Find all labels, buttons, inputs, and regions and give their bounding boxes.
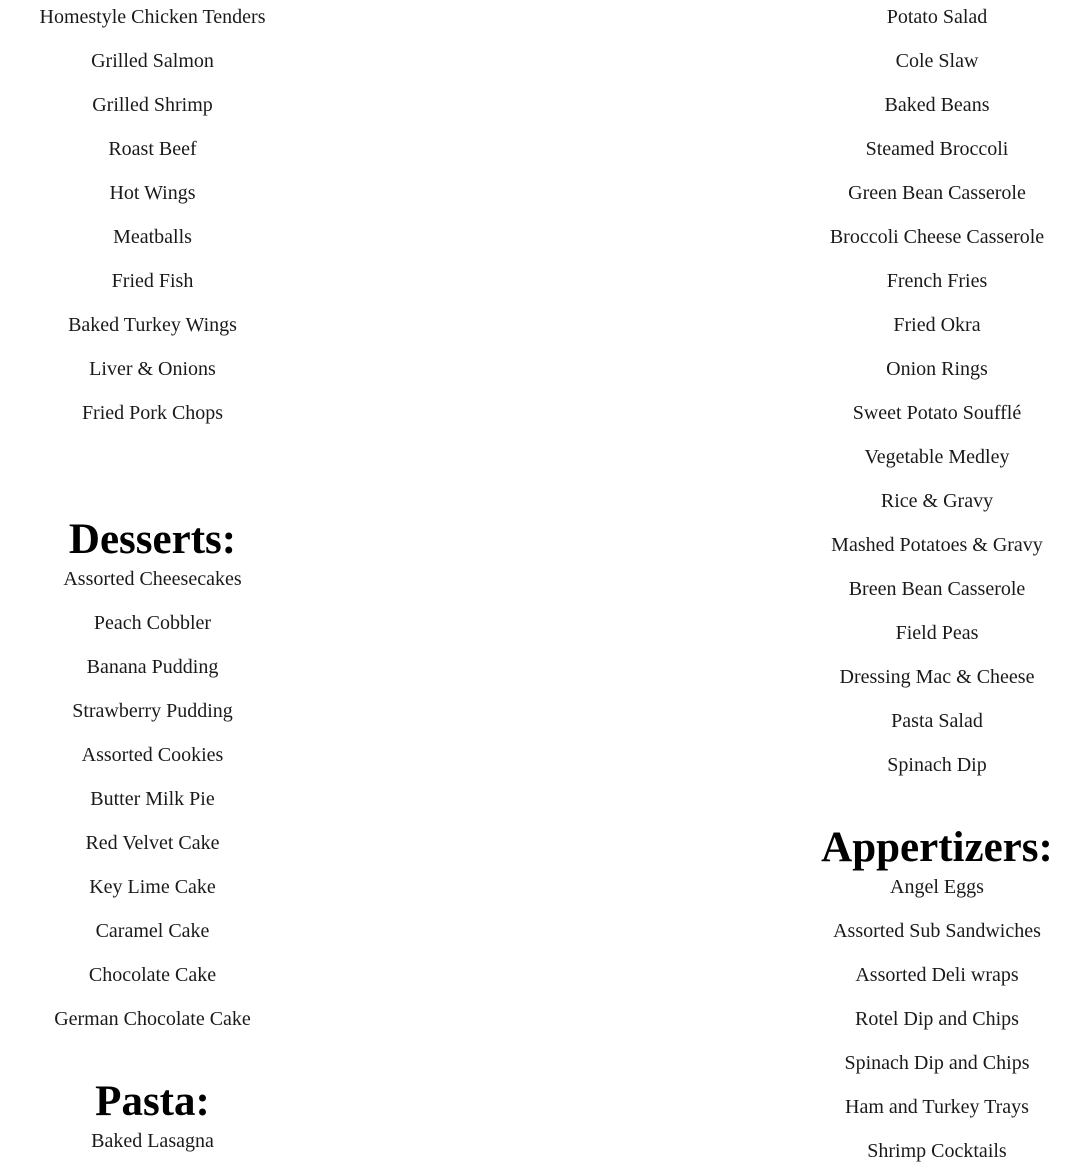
dessert-item: Peach Cobbler xyxy=(93,612,212,634)
side-item: Dressing Mac & Cheese xyxy=(839,666,1035,688)
dessert-item: Red Velvet Cake xyxy=(85,832,220,854)
entree-item: Grilled Salmon xyxy=(91,50,214,72)
dessert-item: Banana Pudding xyxy=(86,656,219,678)
side-item: Potato Salad xyxy=(886,6,988,28)
dessert-item: German Chocolate Cake xyxy=(54,1008,251,1030)
dessert-item: Key Lime Cake xyxy=(89,876,216,898)
side-item: Sweet Potato Soufflé xyxy=(852,402,1022,424)
dessert-item: Caramel Cake xyxy=(95,920,210,942)
side-item: French Fries xyxy=(886,270,988,292)
appetizers-heading: Appertizers: xyxy=(821,824,1053,871)
appetizer-item: Assorted Deli wraps xyxy=(855,964,1019,986)
entree-item: Liver & Onions xyxy=(89,358,216,380)
side-item: Fried Okra xyxy=(893,314,981,336)
dessert-item: Strawberry Pudding xyxy=(72,700,233,722)
entree-item: Homestyle Chicken Tenders xyxy=(39,6,266,28)
desserts-heading: Desserts: xyxy=(68,516,237,563)
side-item: Field Peas xyxy=(895,622,979,644)
appetizer-item: Angel Eggs xyxy=(890,876,984,898)
dessert-item: Assorted Cookies xyxy=(81,744,224,766)
side-item: Baked Beans xyxy=(884,94,990,116)
appetizer-item: Assorted Sub Sandwiches xyxy=(833,920,1041,942)
appetizer-item: Ham and Turkey Trays xyxy=(845,1096,1029,1118)
appetizer-item: Rotel Dip and Chips xyxy=(855,1008,1019,1030)
dessert-item: Assorted Cheesecakes xyxy=(63,568,242,590)
entree-item: Fried Fish xyxy=(111,270,194,292)
side-item: Steamed Broccoli xyxy=(865,138,1009,160)
pasta-item: Baked Lasagna xyxy=(91,1130,214,1152)
side-item: Pasta Salad xyxy=(891,710,983,732)
dessert-item: Butter Milk Pie xyxy=(90,788,215,810)
entree-item: Meatballs xyxy=(113,226,192,248)
dessert-item: Chocolate Cake xyxy=(88,964,217,986)
side-item: Broccoli Cheese Casserole xyxy=(829,226,1045,248)
entree-item: Baked Turkey Wings xyxy=(68,314,237,336)
side-item: Breen Bean Casserole xyxy=(848,578,1026,600)
side-item: Spinach Dip xyxy=(887,754,987,776)
side-item: Cole Slaw xyxy=(895,50,979,72)
entree-item: Roast Beef xyxy=(108,138,197,160)
side-item: Onion Rings xyxy=(886,358,988,380)
entree-item: Grilled Shrimp xyxy=(92,94,213,116)
appetizer-item: Shrimp Cocktails xyxy=(867,1140,1007,1162)
side-item: Mashed Potatoes & Gravy xyxy=(831,534,1043,556)
entree-item: Fried Pork Chops xyxy=(81,402,224,424)
appetizer-item: Spinach Dip and Chips xyxy=(844,1052,1030,1074)
entree-item: Hot Wings xyxy=(109,182,196,204)
side-item: Rice & Gravy xyxy=(880,490,994,512)
pasta-heading: Pasta: xyxy=(95,1078,210,1125)
side-item: Vegetable Medley xyxy=(864,446,1010,468)
side-item: Green Bean Casserole xyxy=(848,182,1026,204)
